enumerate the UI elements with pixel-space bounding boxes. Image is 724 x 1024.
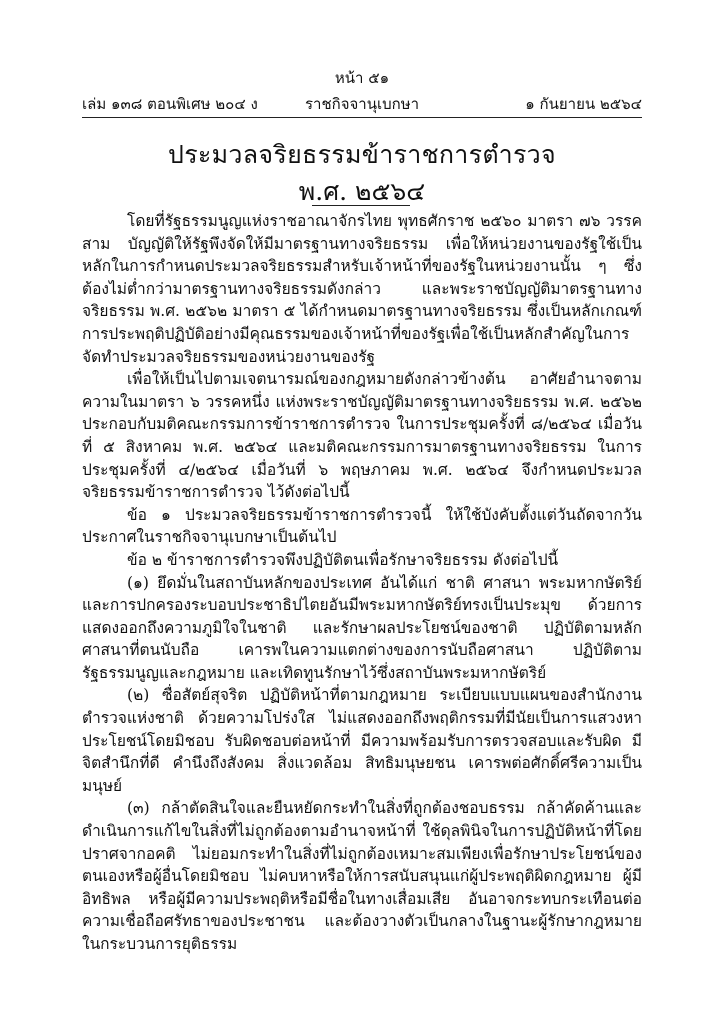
- title-divider: [312, 205, 410, 206]
- clause-2-item-2: (๒) ซื่อสัตย์สุจริต ปฏิบัติหน้าที่ตามกฎหมาย ระเบียบแบบแผนของสำนักงานตำรวจแห่งชาติ ด้วยความโปร่งใส ไม่แสดงออกถึงพฤติกรรมที่มีนัยเป็นการแสวงหาประโยชน์โดยมิชอบ รับผิดชอบต่อหน้าที่ มีความพร้อมรับการตรวจสอบและรับผิด มีจิตสำนึกที่ดี คำนึงถึงสังคม สิ่งแวดล้อม สิทธิมนุษยชน เคารพต่อศักดิ์ศรีความเป็นมนุษย์: [82, 686, 642, 795]
- preamble-paragraph: โดยที่รัฐธรรมนูญแห่งราชอาณาจักรไทย พุทธศักราช ๒๕๖๐ มาตรา ๗๖ วรรคสาม บัญญัติให้รัฐพึงจัดให้มีมาตรฐานทางจริยธรรม เพื่อให้หน่วยงานของรัฐใช้เป็นหลักในการกำหนดประมวลจริยธรรมสำหรับเจ้าหน้าที่ของรัฐในหน่วยงานนั้น ๆ ซึ่งต้องไม่ต่ำกว่ามาตรฐานทางจริยธรรมดังกล่าว และพระราชบัญญัติมาตรฐานทางจริยธรรม พ.ศ. ๒๕๖๒ มาตรา ๕ ได้กำหนดมาตรฐานทางจริยธรรม ซึ่งเป็นหลักเกณฑ์การประพฤติปฏิบัติอย่างมีคุณธรรมของเจ้าหน้าที่ของรัฐเพื่อใช้เป็นหลักสำคัญในการจัดทำประมวลจริยธรรมของหน่วยงานของรัฐ: [82, 212, 642, 366]
- clause-2-item-1: (๑) ยึดมั่นในสถาบันหลักของประเทศ อันได้แก่ ชาติ ศาสนา พระมหากษัตริย์ และการปกครองระบอบประชาธิปไตยอันมีพระมหากษัตริย์ทรงเป็นประมุข ด้วยการแสดงออกถึงความภูมิใจในชาติ และรักษาผลประโยชน์ของชาติ ปฏิบัติตามหลักศาสนาที่ตนนับถือ เคารพในความแตกต่างของการนับถือศาสนา ปฏิบัติตามรัฐธรรมนูญและกฎหมาย และเทิดทูนรักษาไว้ซึ่งสถาบันพระมหากษัตริย์: [82, 573, 642, 682]
- document-title: ประมวลจริยธรรมข้าราชการตำรวจ: [168, 140, 556, 169]
- publication-date: ๑ กันยายน ๒๕๖๔: [525, 95, 642, 113]
- clause-2-item-3: (๓) กล้าตัดสินใจและยืนหยัดกระทำในสิ่งที่ถูกต้องชอบธรรม กล้าคัดค้านและดำเนินการแก้ไขในสิ่งที่ไม่ถูกต้องตามอำนาจหน้าที่ ใช้ดุลพินิจในการปฏิบัติหน้าที่โดยปราศจากอคติ ไม่ยอมกระทำในสิ่งที่ไม่ถูกต้องเหมาะสมเพียงเพื่อรักษาประโยชน์ของตนเองหรือผู้อื่นโดยมิชอบ ไม่คบหาหรือให้การสนับสนุนแก่ผู้ประพฤติผิดกฎหมาย ผู้มีอิทธิพล หรือผู้มีความประพฤติหรือมีชื่อในทางเสื่อมเสีย อันอาจกระทบกระเทือนต่อความเชื่อถือศรัทธาของประชาชน และต้องวางตัวเป็นกลางในฐานะผู้รักษากฎหมายในกระบวนการยุติธรรม: [82, 799, 642, 953]
- gazette-name: ราชกิจจานุเบกษา: [304, 95, 420, 113]
- document-body: [82, 210, 642, 956]
- header-divider: [82, 117, 642, 118]
- volume-info: เล่ม ๑๓๘ ตอนพิเศษ ๒๐๔ ง: [82, 95, 258, 113]
- gazette-header: [82, 92, 642, 114]
- page-number: หน้า ๕๑: [334, 69, 390, 87]
- document-year: พ.ศ. ๒๕๖๔: [298, 177, 426, 206]
- authority-paragraph: เพื่อให้เป็นไปตามเจตนารมณ์ของกฎหมายดังกล่าวข้างต้น อาศัยอำนาจตามความในมาตรา ๖ วรรคหนึ่ง แห่งพระราชบัญญัติมาตรฐานทางจริยธรรม พ.ศ. ๒๕๖๒ ประกอบกับมติคณะกรรมการข้าราชการตำรวจ ในการประชุมครั้งที่ ๘/๒๕๖๔ เมื่อวันที่ ๕ สิงหาคม พ.ศ. ๒๕๖๔ และมติคณะกรรมการมาตรฐานทางจริยธรรม ในการประชุมครั้งที่ ๔/๒๕๖๔ เมื่อวันที่ ๖ พฤษภาคม พ.ศ. ๒๕๖๔ จึงกำหนดประมวลจริยธรรมข้าราชการตำรวจ ไว้ดังต่อไปนี้: [82, 370, 642, 502]
- clause-1: ข้อ ๑ ประมวลจริยธรรมข้าราชการตำรวจนี้ ให้ใช้บังคับตั้งแต่วันถัดจากวันประกาศในราชกิจจานุเบกษาเป็นต้นไป: [82, 505, 642, 547]
- clause-2: ข้อ ๒ ข้าราชการตำรวจพึงปฏิบัติตนเพื่อรักษาจริยธรรม ดังต่อไปนี้: [127, 550, 559, 569]
